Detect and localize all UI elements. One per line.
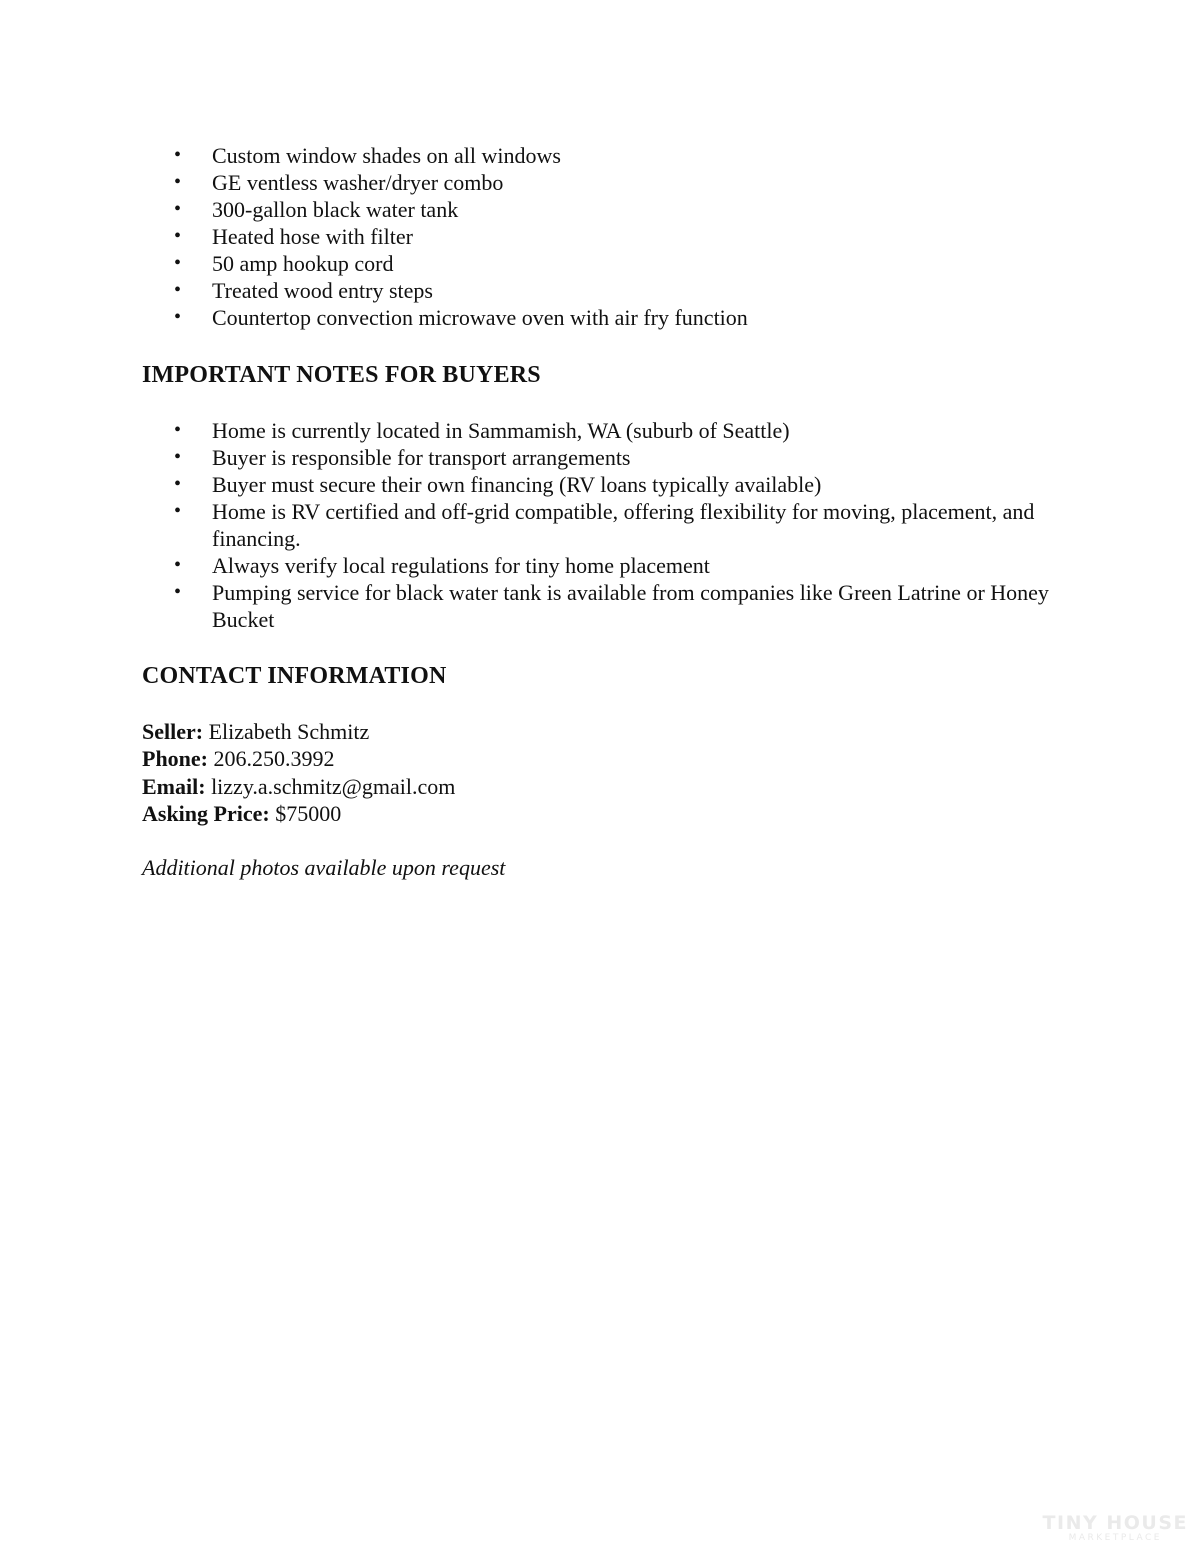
list-item: • Custom window shades on all windows [142, 142, 1072, 169]
email-row [142, 773, 455, 800]
seller-row [142, 718, 455, 745]
watermark-line2: MARKETPLACE [1068, 1533, 1162, 1543]
email-label: Email: [142, 773, 206, 799]
price-label: Asking Price: [142, 800, 270, 826]
list-item: • Heated hose with filter [142, 223, 1072, 250]
list-item: • Home is currently located in Sammamish, WA (suburb of Seattle) [142, 417, 1072, 444]
email-value: lizzy.a.schmitz@gmail.com [211, 773, 456, 799]
list-item: • Always verify local regulations for tiny home placement [142, 552, 1072, 579]
photos-footnote: Additional photos available upon request [142, 855, 506, 880]
list-item: • Buyer is responsible for transport arrangements [142, 444, 1072, 471]
contact-block [142, 718, 455, 827]
phone-row [142, 745, 455, 772]
seller-label: Seller: [142, 719, 204, 744]
phone-value: 206.250.3992 [213, 746, 335, 772]
list-item: • Countertop convection microwave oven with air fry function [142, 304, 1072, 331]
watermark-logo [1043, 1513, 1188, 1544]
list-item: • Home is RV certified and off-grid compatible, offering flexibility for moving, placement, and financing. [142, 498, 1072, 552]
contact-heading: CONTACT INFORMATION [142, 663, 447, 689]
list-item: • GE ventless washer/dryer combo [142, 169, 1072, 196]
phone-label: Phone: [142, 746, 208, 772]
notes-heading: IMPORTANT NOTES FOR BUYERS [142, 362, 541, 388]
list-item: • 50 amp hookup cord [142, 250, 1072, 277]
features-list [142, 142, 1072, 331]
list-item: • Buyer must secure their own financing (RV loans typically available) [142, 471, 1072, 498]
list-item: • Pumping service for black water tank is available from companies like Green Latrine or Honey Bucket [142, 579, 1072, 633]
price-value: $75000 [275, 800, 342, 826]
list-item: • Treated wood entry steps [142, 277, 1072, 304]
price-row [142, 800, 455, 827]
notes-list [142, 417, 1072, 633]
watermark-line1: TINY HOUSE [1042, 1512, 1188, 1534]
list-item: • 300-gallon black water tank [142, 196, 1072, 223]
seller-value: Elizabeth Schmitz [208, 719, 370, 744]
